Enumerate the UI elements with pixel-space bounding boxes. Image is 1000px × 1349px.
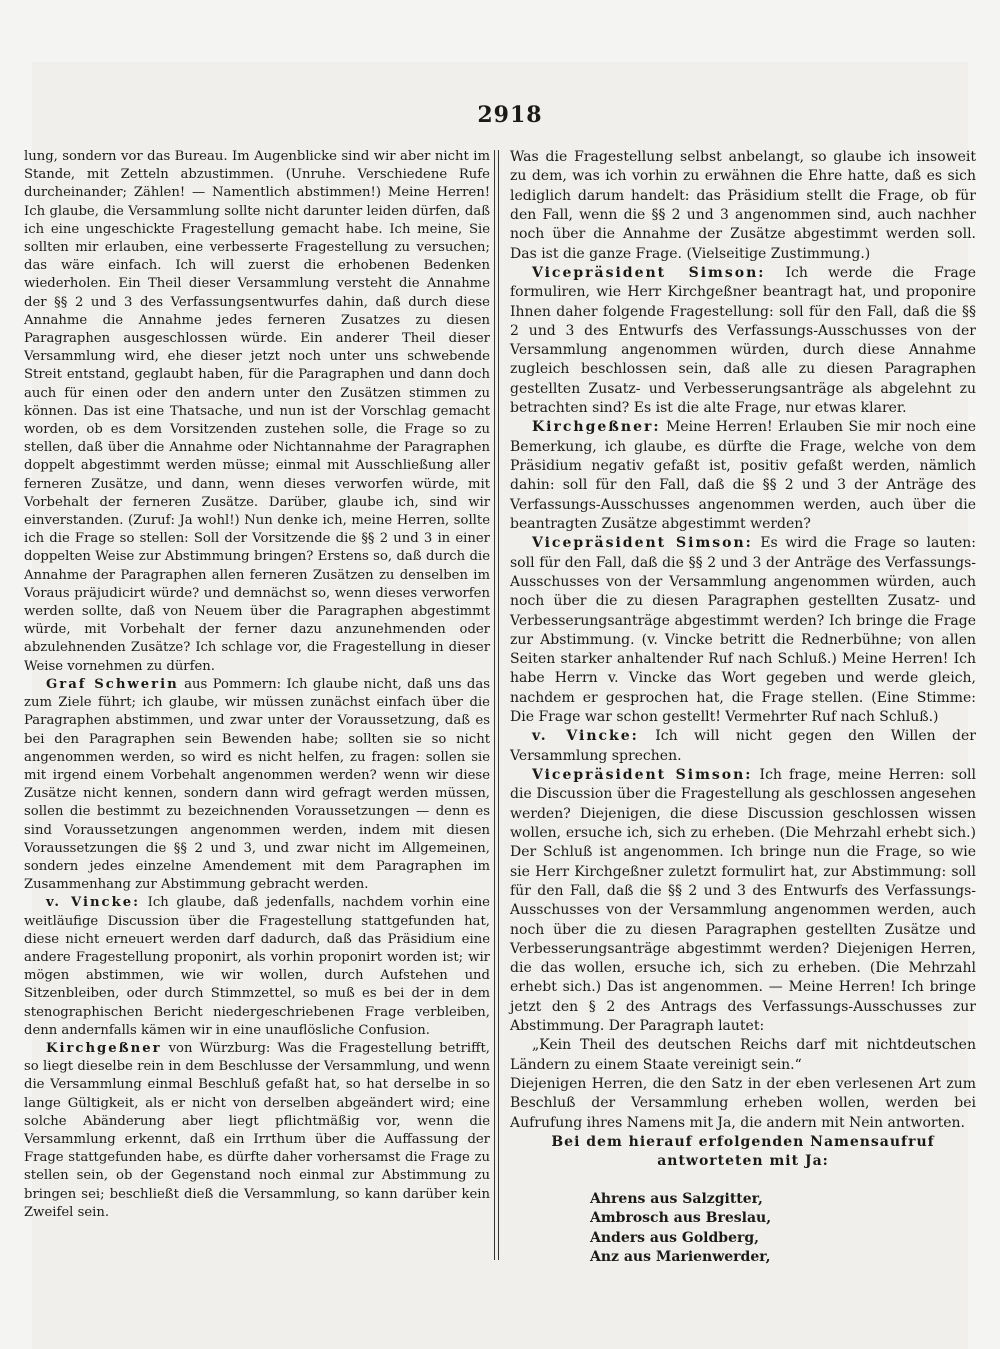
speaker-name: v. Vincke: [532,728,639,745]
speaker-name: Vicepräsident Simson: [532,264,766,281]
paragraph-text: von Würzburg: Was die Fragestellung betrifft, so liegt dieselbe rein in dem Beschlusse der Versammlung, und wenn die Versammlung einmal Beschluß gefaßt hat, so hat derselbe in so lange Gültigkeit, als er nicht von derselben abgeändert wird; eine solche Abänderung aber liegt pflichtmäßig vor, wenn die Versammlung erkennt, daß ein Irrthum über die Auffassung der Frage stattgefunden habe, es dürfte daher vorhersamst die Frage zu stellen sein, ob der Gegenstand noch einmal zur Abstimmung zu bringen sei; beschließt dieß die Versammlung, so kann darüber kein Zweifel sein. [24,1040,490,1220]
column-divider-second [498,150,499,1260]
paragraph-text: Ich will nicht gegen den Willen der Versammlung sprechen. [510,728,976,764]
paragraph [510,1075,976,1133]
list-item: Ambrosch aus Breslau, [590,1210,772,1227]
paragraph [24,894,490,1040]
paragraph-text: aus Pommern: Ich glaube nicht, daß uns das zum Ziele führt; ich glaube, wir müssen zunächst einfach über die Paragraphen abstimmen, und zwar unter der Voraussetzung, daß es bei den Paragraphen sein Bewenden habe; sollten sie so nicht angenommen werden, so wird es nicht helfen, zu fragen: sollen sie mit irgend einem Vorbehalt angenommen werden? wenn wir diese Zusätze nicht kennen, sondern dann wird gefragt werden müssen, sollen die bestimmt zu bezeichnenden Voraussetzungen — denn es sind Voraussetzungen angenommen werden, indem mit diesen Voraussetzungen die §§ 2 und 3, und zwar nicht im Allgemeinen, sondern jedes einzelne Amendement mit dem Paragraphen im Zusammenhang zur Abstimmung gebracht werden. [24,676,490,893]
list-item: Anders aus Goldberg, [590,1229,760,1246]
paragraph-text: Was die Fragestellung selbst anbelangt, so glaube ich insoweit zu dem, was ich vorhin zu erwähnen die Ehre hatte, daß es sich lediglich darum handelt: das Präsidium stellt die Frage, ob für den Fall, wenn die §§ 2 und 3 angenommen sind, auch nachher noch über die Annahme der Zusätze abgestimmt werden soll. Das ist die ganze Frage. (Vielseitige Zustimmung.) [510,149,976,262]
paragraph-text: Meine Herren! Erlauben Sie mir noch eine Bemerkung, ich glaube, es dürfte die Frage, welche von dem Präsidium negativ gefaßt ist, positiv gefaßt werden, nämlich dahin: soll für den Fall, daß die §§ 2 und 3 der Anträge des Verfassungs-Ausschusses angenommen werden, auch über die beantragten Zusätze abgestimmt werden? [510,419,976,532]
left-column [24,148,490,1222]
speaker-name: Vicepräsident Simson: [532,535,753,552]
list-item: Anz aus Marienwerder, [590,1249,771,1266]
paragraph [24,148,490,676]
speaker-name: Kirchgeßner [46,1040,162,1056]
paragraph [510,766,976,1036]
list-item: Ahrens aus Salzgitter, [590,1190,763,1207]
paragraph [510,534,976,727]
paragraph-text: Ich werde die Frage formuliren, wie Herr Kirchgeßner beantragt hat, und proponire Ihnen daher folgende Fragestellung: soll für den Fall, daß die §§ 2 und 3 des Entwurfs des Verfassungs-Ausschusses von der Versammlung angenommen würden, durch diese Annahme zugleich beschlossen sein, daß alle zu diesen Paragraphen gestellten Zusatz- und Verbesserungsanträge als abgelehnt zu betrachten sind? Es ist die alte Frage, nur etwas klarer. [510,264,976,417]
roll-call-heading: Bei dem hierauf erfolgenden Namensaufruf antworteten mit Ja: [551,1133,935,1170]
paragraph [24,676,490,894]
paragraph [510,148,976,264]
page-number: 2918 [477,102,543,128]
right-column [510,148,976,1268]
paragraph [24,1040,490,1222]
paragraph-text: lung, sondern vor das Bureau. Im Augenblicke sind wir aber nicht im Stande, mit Zetteln abzustimmen. (Unruhe. Verschiedene Rufe durcheinander; Zählen! — Namentlich abstimmen!) Meine Herren! Ich glaube, die Versammlung sollte nicht darunter leiden dürfen, daß ich eine ungeschickte Fragestellung gemacht habe. Ich meine, Sie sollten mir erlauben, eine verbesserte Fragestellung zu versuchen; das wäre einfach. Ich will zuerst die erhobenen Bedenken wiederholen. Ein Theil dieser Versammlung versteht die Annahme der §§ 2 und 3 des Verfassungsentwurfes dahin, daß durch diese Annahme die Annahme jedes ferneren Zusatzes zu diesen Paragraphen ausgeschlossen würde. Ein anderer Theil dieser Versammlung wird, ehe dieser jetzt noch unter uns schwebende Streit entstand, geglaubt haben, für die Paragraphen und dann doch auch für einen oder den andern unter den Zusätzen stimmen zu können. Das ist eine Thatsache, und nun ist der Vorschlag gemacht worden, ob es dem Vorsitzenden zustehen solle, die Frage so zu stellen, daß über die Annahme oder Nichtannahme der Paragraphen doppelt abgestimmt werden müsse; einmal mit Ausschließung aller ferneren Zusätze, und dann, wenn dieses verworfen würde, mit Vorbehalt der ferneren Zusätze. Darüber, glaube ich, sind wir einverstanden. (Zuruf: Ja wohl!) Nun denke ich, meine Herren, sollte ich die Frage so stellen: Soll der Vorsitzende die §§ 2 und 3 in einer doppelten Weise zur Abstimmung bringen? Erstens so, daß durch die Annahme der Paragraphen allen ferneren Zusätzen zu denselben im Voraus präjudicirt würde? und demnächst so, wenn dieses verworfen werden sollte, daß von Neuem über die Paragraphen abgestimmt würde, mit Vorbehalt der ferner dazu anzunehmenden oder abzulehnenden Zusätze? Ich schlage vor, die Fragestellung in dieser Weise vornehmen zu dürfen. [24,149,490,674]
speaker-name: Kirchgeßner: [532,419,661,436]
paragraph [510,418,976,534]
quoted-paragraph: „Kein Theil des deutschen Reichs darf mit nichtdeutschen Ländern zu einem Staate vereinigt sein.“ [510,1037,976,1073]
paragraph [510,727,976,766]
paragraph-text: Ich glaube, daß jedenfalls, nachdem vorhin eine weitläufige Discussion über die Fragestellung stattgefunden hat, diese nicht erneuert werden darf dadurch, daß das Präsidium eine andere Fragestellung proponirt, als vorhin proponirt worden ist; wir mögen abstimmen, wie wir wollen, durch Aufstehen und Sitzenbleiben, oder durch Stimmzettel, so muß es bei der in dem stenographischen Bericht niedergeschriebenen Frage verbleiben, denn andernfalls kämen wir in eine unauflösliche Confusion. [24,895,490,1038]
paragraph [510,264,976,419]
speaker-name: v. Vincke: [46,895,140,911]
paragraph-text: Diejenigen Herren, die den Satz in der eben verlesenen Art zum Beschluß der Versammlung erheben wollen, werden bei Aufrufung ihres Namens mit Ja, die andern mit Nein antworten. [510,1076,976,1131]
speaker-name: Vicepräsident Simson: [532,767,753,783]
paragraph-text: Es wird die Frage so lauten: soll für den Fall, daß die §§ 2 und 3 der Anträge des Verfassungs-Ausschusses von der Versammlung angenommen würden, auch noch über die zu diesen Paragraphen gestellten Zusatz- und Verbesserungsanträge abgestimmt werden? Ich bringe die Frage zur Abstimmung. (v. Vincke betritt die Rednerbühne; von allen Seiten starker anhaltender Ruf nach Schluß.) Meine Herren! Ich habe Herrn v. Vincke das Wort gegeben und werde gleich, nachdem er gesprochen hat, die Frage stellen. (Eine Stimme: Die Frage war schon gestellt! Vermehrter Ruf nach Schluß.) [510,535,977,726]
paragraph-text: Ich frage, meine Herren: soll die Discussion über die Fragestellung als geschlossen angesehen werden? Diejenigen, die diese Discussion geschlossen wissen wollen, ersuche ich, sich zu erheben. (Die Mehrzahl erhebt sich.) Der Schluß ist angenommen. Ich bringe nun die Frage, so wie sie Herr Kirchgeßner zuletzt formulirt hat, zur Abstimmung: soll für den Fall, daß die §§ 2 und 3 des Entwurfs des Verfassungs-Ausschusses von der Versammlung angenommen werden, auch noch über die zu diesen Paragraphen gestellten Zusätze und Verbesserungsanträge abgestimmt werden? Diejenigen Herren, die das wollen, ersuche ich, sich zu erheben. (Die Mehrzahl erhebt sich.) Das ist angenommen. — Meine Herren! Ich bringe jetzt den § 2 des Antrags des Verfassungs-Ausschusses zur Abstimmung. Der Paragraph lautet: [510,767,976,1035]
speaker-name: Graf Schwerin [46,676,179,692]
name-list [590,1190,976,1268]
column-divider [494,150,495,1260]
